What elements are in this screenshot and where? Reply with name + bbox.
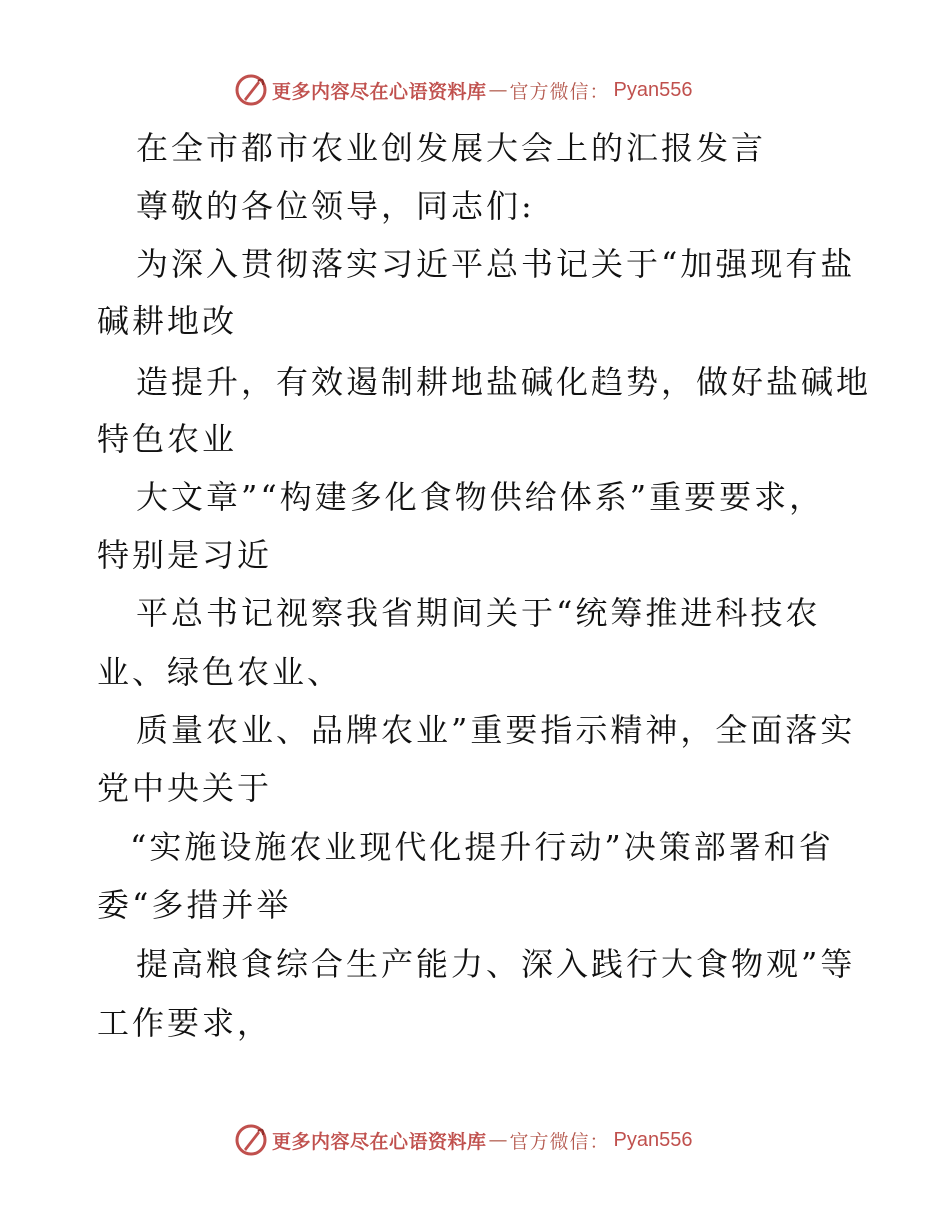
- banner-wechat-label: 官方微信：: [509, 1130, 610, 1153]
- body-line: 特色农业: [97, 420, 238, 458]
- header-banner: [234, 72, 693, 108]
- document-title: 在全市都市农业创发展大会上的汇报发言: [136, 129, 767, 167]
- body-line: 特别是习近: [97, 536, 273, 574]
- body-line: 平总书记视察我省期间关于“统筹推进科技农: [136, 594, 821, 632]
- body-line: 质量农业、品牌农业”重要指示精神，全面落实: [136, 711, 856, 749]
- body-line: 提高粮食综合生产能力、深入践行大食物观”等: [136, 945, 856, 983]
- banner-wechat-label: 官方微信：: [509, 80, 610, 103]
- body-line: 造提升，有效遏制耕地盐碱化趋势，做好盐碱地: [136, 363, 872, 401]
- banner-wechat-id: Pyan556: [613, 1128, 693, 1151]
- salutation-line: 尊敬的各位领导，同志们:: [136, 187, 535, 225]
- body-line: 为深入贯彻落实习近平总书记关于“加强现有盐: [136, 245, 856, 283]
- banner-dash: —: [488, 1129, 508, 1151]
- body-line: 大文章”“构建多化食物供给体系”重要要求，: [136, 478, 825, 516]
- body-line: “实施设施农业现代化提升行动”决策部署和省: [130, 828, 834, 866]
- banner-dash: —: [488, 79, 508, 101]
- banner-brand-text: 更多内容尽在心语资料库: [272, 80, 487, 103]
- footer-banner: [234, 1122, 693, 1158]
- body-line: 碱耕地改: [97, 302, 238, 340]
- body-line: 工作要求，: [97, 1004, 273, 1042]
- quill-pen-logo-icon: [234, 73, 268, 107]
- banner-wechat-id: Pyan556: [613, 78, 693, 101]
- quill-pen-logo-icon: [234, 1123, 268, 1157]
- body-line: 党中央关于: [97, 769, 273, 807]
- body-line: 委“多措并举: [97, 886, 292, 924]
- body-line: 业、绿色农业、: [97, 653, 343, 691]
- banner-brand-text: 更多内容尽在心语资料库: [272, 1130, 487, 1153]
